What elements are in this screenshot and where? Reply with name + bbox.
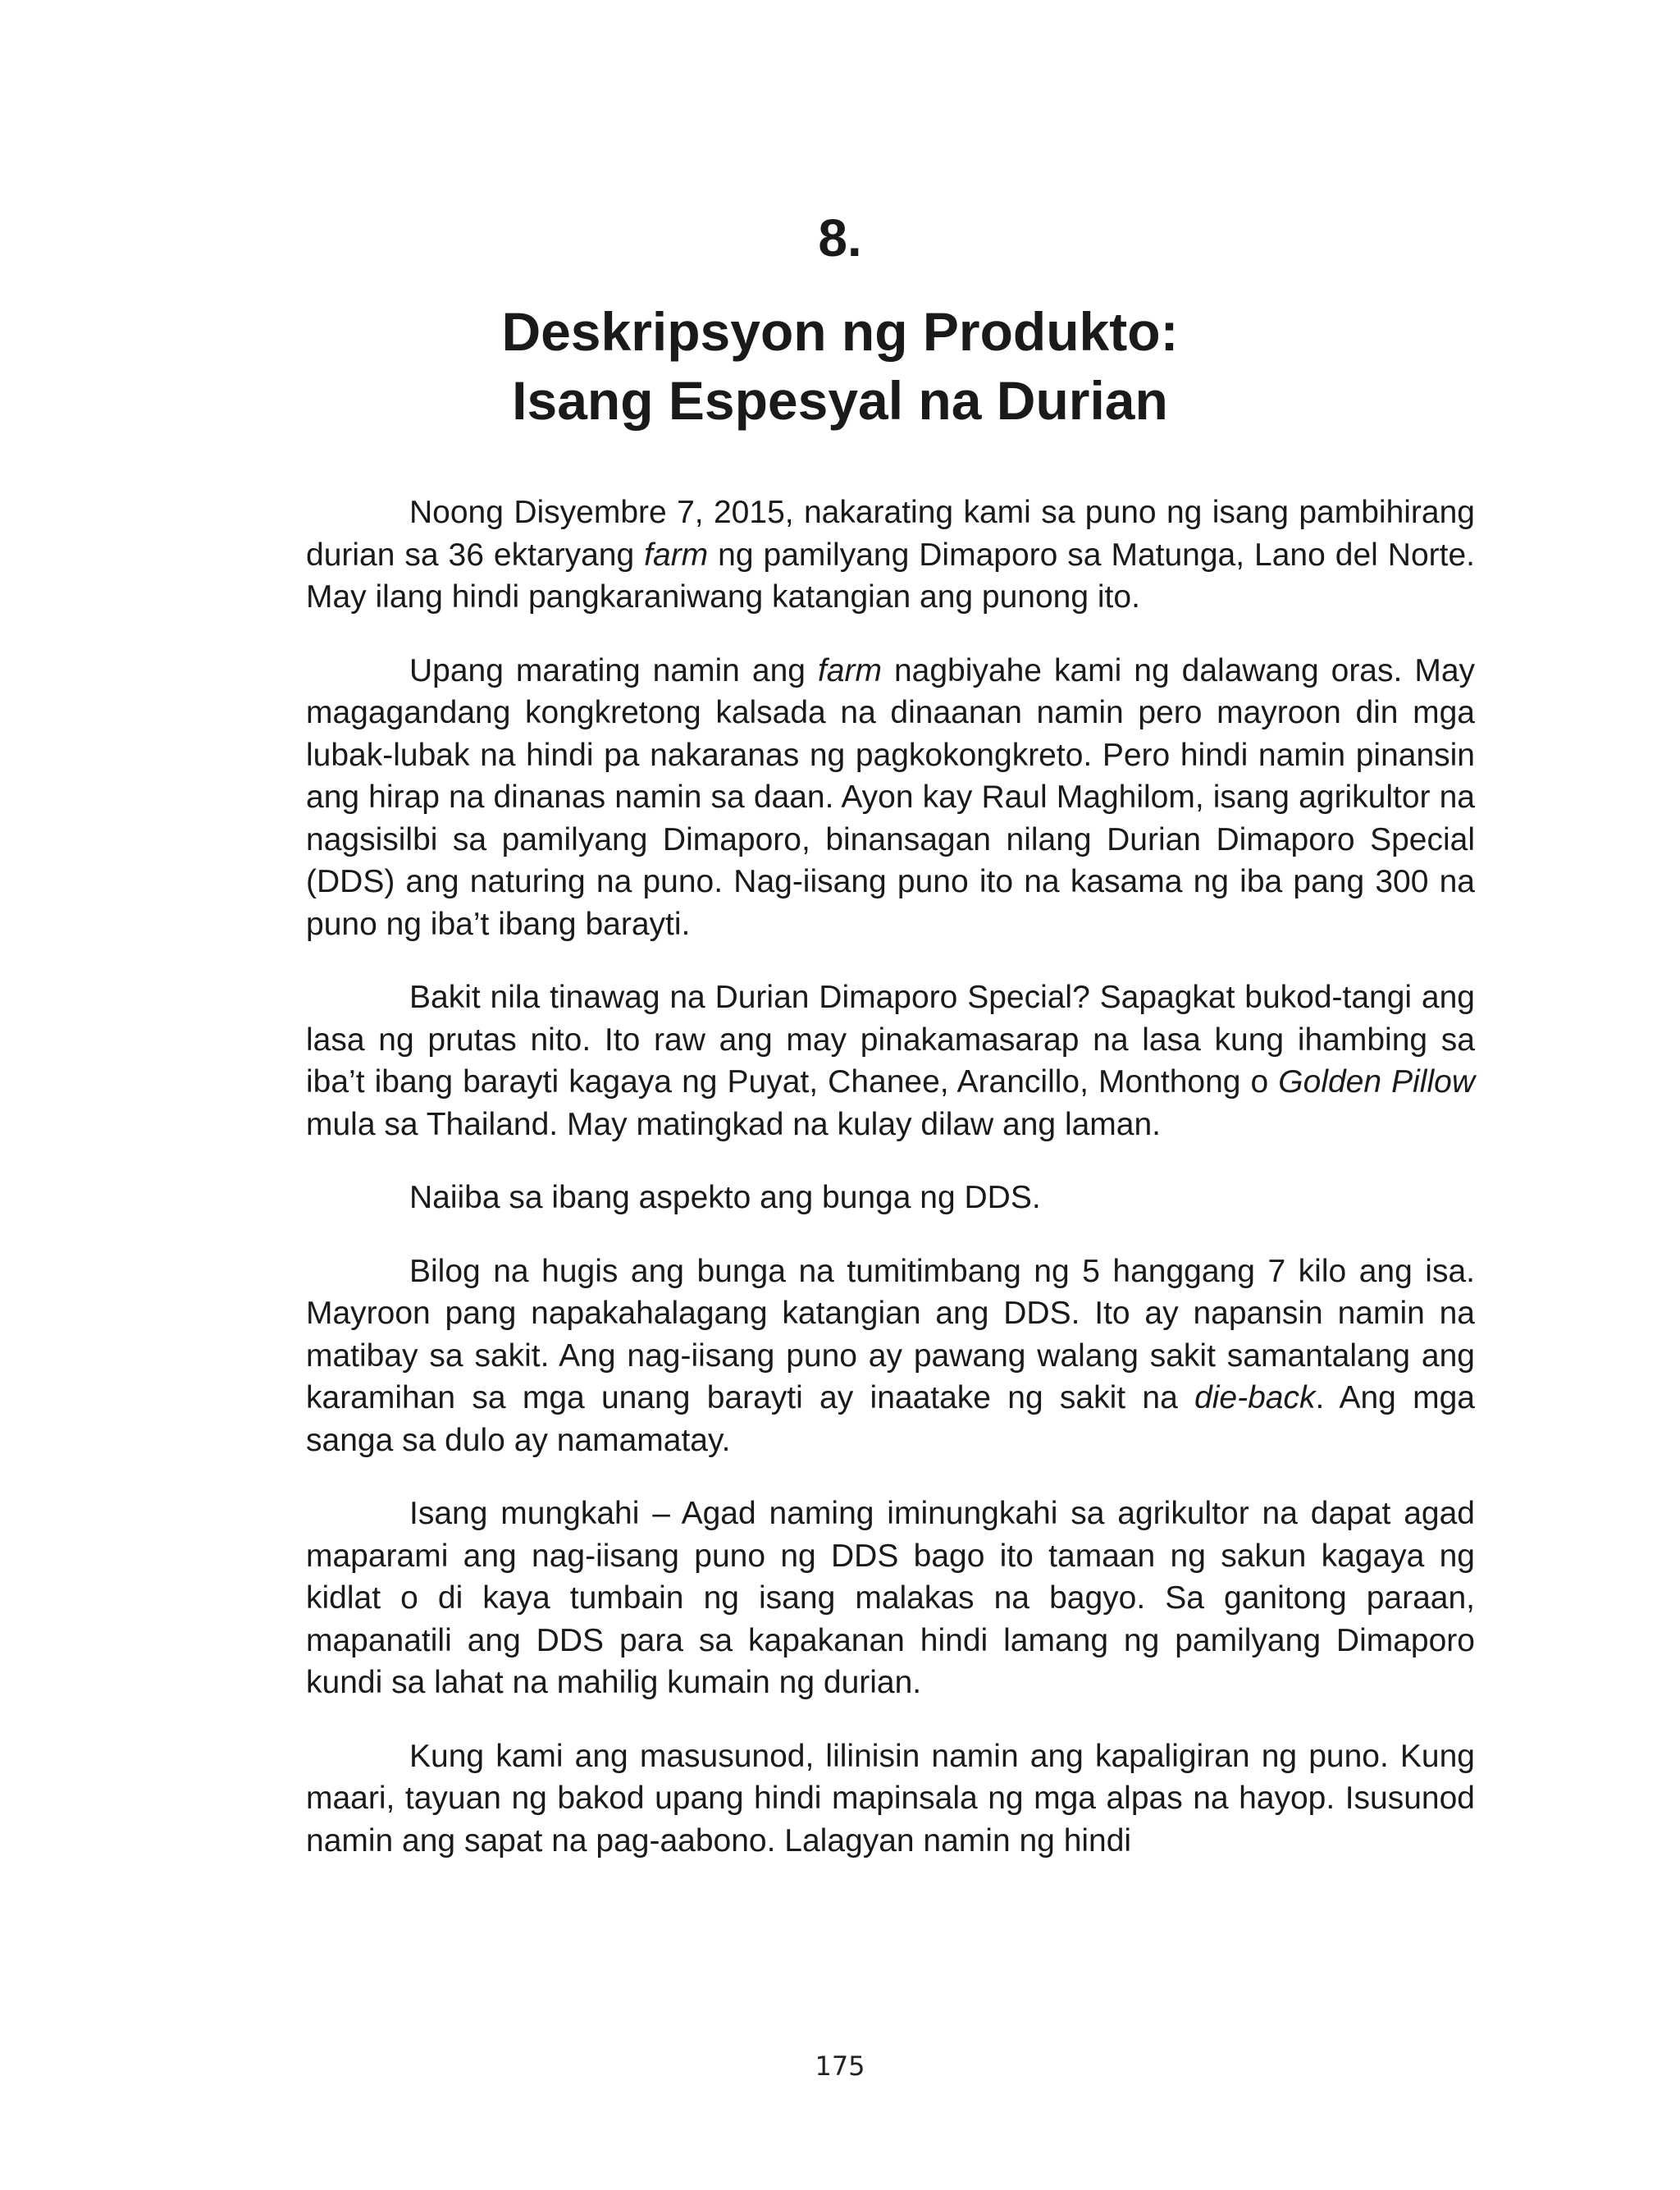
paragraph-5-text: Bilog na hugis ang bunga na tumitimbang ng 5 hanggang 7 kilo ang isa. Mayroon pang napakahalagang katangian ang DDS. Ito ay napansin namin na matibay sa sakit. Ang nag-iisang puno ay pawang walang sakit samantalang ang karamihan sa mga unang barayti ay inaatake ng sakit na <box>306 1253 1475 1415</box>
paragraph-1-italic: farm <box>644 537 709 573</box>
paragraph-5-text-cont: . Ang mga sanga sa dulo ay namamatay. <box>306 1380 1475 1458</box>
body-text <box>306 491 1475 1862</box>
chapter-title-line-1: Deskripsyon ng Produkto: <box>501 301 1179 362</box>
paragraph-1-text-cont: ng pamilyang Dimaporo sa Matunga, Lano del Norte. May ilang hindi pangkaraniwang katangian ang punong ito. <box>306 537 1475 615</box>
paragraph-4-text: Naiiba sa ibang aspekto ang bunga ng DDS. <box>409 1180 1041 1215</box>
paragraph-2-italic: farm <box>817 652 882 688</box>
paragraph-4 <box>306 1177 1475 1219</box>
paragraph-7-text: Kung kami ang masusunod, lilinisin namin ang kapaligiran ng puno. Kung maari, tayuan ng bakod upang hindi mapinsala ng mga alpas na hayop. Isusunod namin ang sapat na pag-aabono. Lalagyan namin ng hindi <box>306 1738 1475 1859</box>
paragraph-3-text-cont: mula sa Thailand. May matingkad na kulay dilaw ang laman. <box>306 1106 1162 1142</box>
chapter-title <box>0 297 1680 435</box>
paragraph-2 <box>306 650 1475 946</box>
paragraph-6 <box>306 1493 1475 1704</box>
paragraph-1-text: Noong Disyembre 7, 2015, nakarating kami sa puno ng isang pambihirang durian sa 36 ektaryang <box>306 495 1475 573</box>
paragraph-3-italic: Golden Pillow <box>1278 1064 1475 1100</box>
paragraph-2-text-cont: nagbiyahe kami ng dalawang oras. May magagandang kongkretong kalsada na dinaanan namin pero mayroon din mga lubak-lubak na hindi pa nakaranas ng pagkokongkreto. Pero hindi namin pinansin ang hirap na dinanas namin sa daan. Ayon kay Raul Maghilom, isang agrikultor na nagsisilbi sa pamilyang Dimaporo, binansagan nilang Durian Dimaporo Special (DDS) ang naturing na puno. Nag-iisang puno ito na kasama ng iba pang 300 na puno ng iba’t ibang barayti. <box>306 652 1476 942</box>
paragraph-3-text: Bakit nila tinawag na Durian Dimaporo Special? Sapagkat bukod-tangi ang lasa ng prutas nito. Ito raw ang may pinakamasarap na lasa kung ihambing sa iba’t ibang barayti kagaya ng Puyat, Chanee, Arancillo, Monthong o <box>306 980 1475 1100</box>
paragraph-2-text: Upang marating namin ang <box>409 652 818 688</box>
chapter-title-line-2: Isang Espesyal na Durian <box>512 370 1168 431</box>
paragraph-3 <box>306 976 1475 1145</box>
paragraph-1 <box>306 491 1475 619</box>
chapter-number: 8. <box>818 208 862 267</box>
paragraph-5 <box>306 1250 1475 1462</box>
paragraph-5-italic: die-back <box>1194 1380 1316 1415</box>
paragraph-6-text: Isang mungkahi – Agad naming iminungkahi sa agrikultor na dapat agad maparami ang nag-iisang puno ng DDS bago ito tamaan ng sakun kagaya ng kidlat o di kaya tumbain ng isang malakas na bagyo. Sa ganitong paraan, mapanatili ang DDS para sa kapakanan hindi lamang ng pamilyang Dimaporo kundi sa lahat na mahilig kumain ng durian. <box>306 1496 1475 1700</box>
page-number: 175 <box>815 2051 865 2082</box>
paragraph-7 <box>306 1735 1475 1863</box>
